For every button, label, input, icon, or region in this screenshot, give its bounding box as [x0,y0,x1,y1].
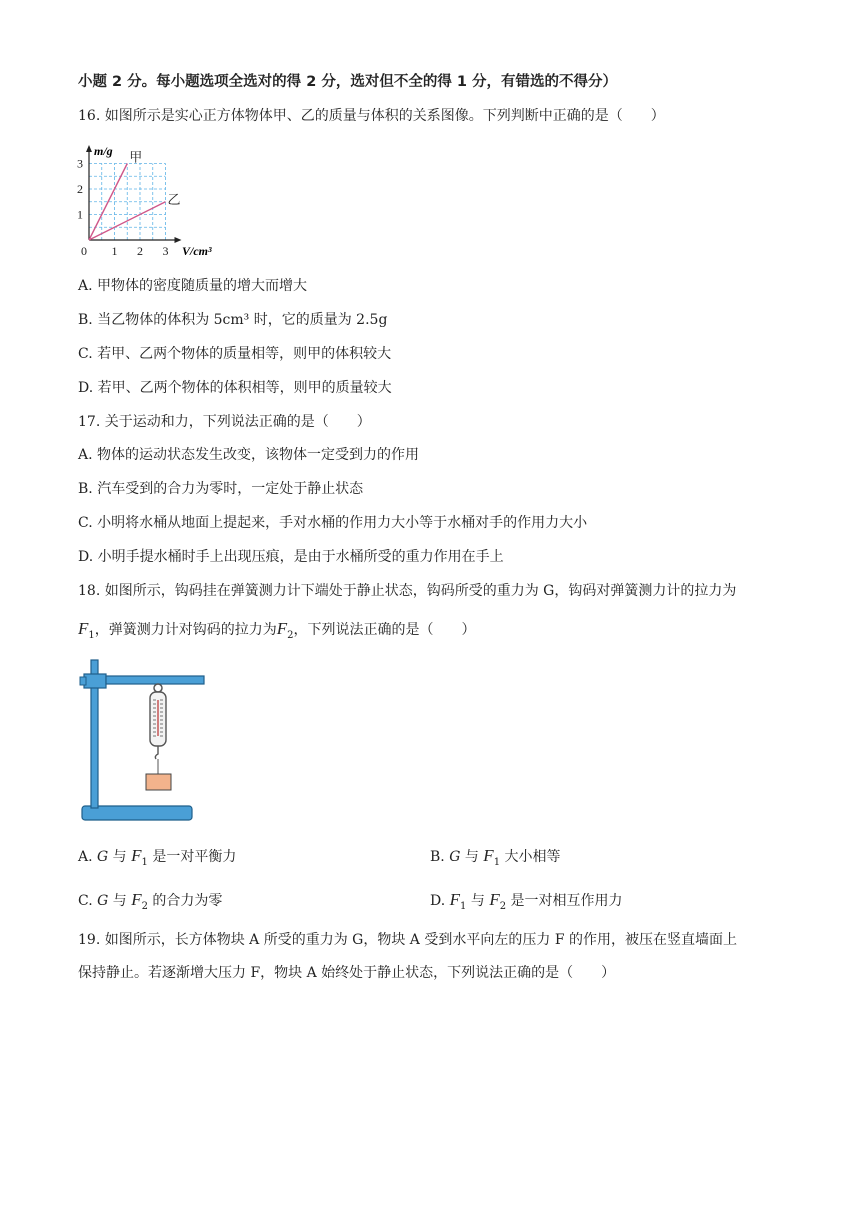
scale-ring [154,684,162,692]
question-16-stem: 16. 如图所示是实心正方体物体甲、乙的质量与体积的关系图像。下列判断中正确的是（ ） [78,108,665,124]
x-tick-label: 2 [137,244,143,258]
x-tick-label: 0 [81,244,87,258]
stand-arm [106,676,204,684]
x-tick-label: 3 [162,244,169,258]
question-19-line1: 19. 如图所示，长方体物块 A 所受的重力为 G，物块 A 受到水平向左的压力 F 的作用，被压在竖直墙面上 [78,932,737,948]
q18-option-b: B. G 与 $F_1$ 大小相等 [430,846,561,868]
scale-hook [155,746,158,759]
stand-clamp [84,674,106,688]
y-tick-label: 1 [77,207,83,222]
q17-option-c: C. 小明将水桶从地面上提起来，手对水桶的作用力大小等于水桶对手的作用力大小 [78,515,588,531]
y-tick-label: 2 [77,182,83,196]
q18-option-a: A. G 与 $F_1$ 是一对平衡力 [78,846,237,868]
spring-scale-apparatus [76,656,216,826]
q17-option-a: A. 物体的运动状态发生改变，该物体一定受到力的作用 [78,447,420,463]
q16-option-a: A. 甲物体的密度随质量的增大而增大 [78,278,308,294]
chart-series [89,150,181,241]
question-17-stem: 17. 关于运动和力，下列说法正确的是（ ） [78,414,371,430]
section-instructions: 小题 2 分。每小题选项全选对的得 2 分，选对但不全的得 1 分，有错选的不得分） [78,74,618,90]
chart-y-label: m/g [94,144,113,158]
x-axis-arrow [175,237,182,243]
hook-weight [146,774,171,790]
q16-option-c: C. 若甲、乙两个物体的质量相等，则甲的体积较大 [78,346,392,362]
question-18-stem-line2: $F_1$，弹簧测力计对钩码的拉力为$F_2$，下列说法正确的是（ ） [78,619,476,641]
q16-option-d: D. 若甲、乙两个物体的体积相等，则甲的质量较大 [78,380,392,396]
y-tick-label: 3 [77,156,83,171]
chart-grid [89,164,166,241]
question-19-line2: 保持静止。若逐渐增大压力 F，物块 A 始终处于静止状态，下列说法正确的是（ ） [78,965,616,981]
chart-x-label: V/cm³ [182,244,212,258]
series-label-1: 乙 [167,191,181,207]
x-tick-label: 1 [111,244,118,258]
q18-option-d: D. $F_1$ 与 $F_2$ 是一对相互作用力 [430,890,623,912]
mass-volume-chart [72,140,222,260]
series-label-0: 甲 [129,149,143,165]
y-axis-arrow [86,145,92,152]
q17-option-b: B. 汽车受到的合力为零时，一定处于静止状态 [78,481,364,497]
q18-option-c: C. G 与 $F_2$ 的合力为零 [78,890,223,912]
q17-option-d: D. 小明手提水桶时手上出现压痕，是由于水桶所受的重力作用在手上 [78,549,504,565]
q16-option-b: B. 当乙物体的体积为 5cm³ 时，它的质量为 2.5g [78,312,388,328]
question-18-stem-line1: 18. 如图所示，钩码挂在弹簧测力计下端处于静止状态，钩码所受的重力为 G，钩码对弹簧测力计的拉力为 [78,583,737,599]
